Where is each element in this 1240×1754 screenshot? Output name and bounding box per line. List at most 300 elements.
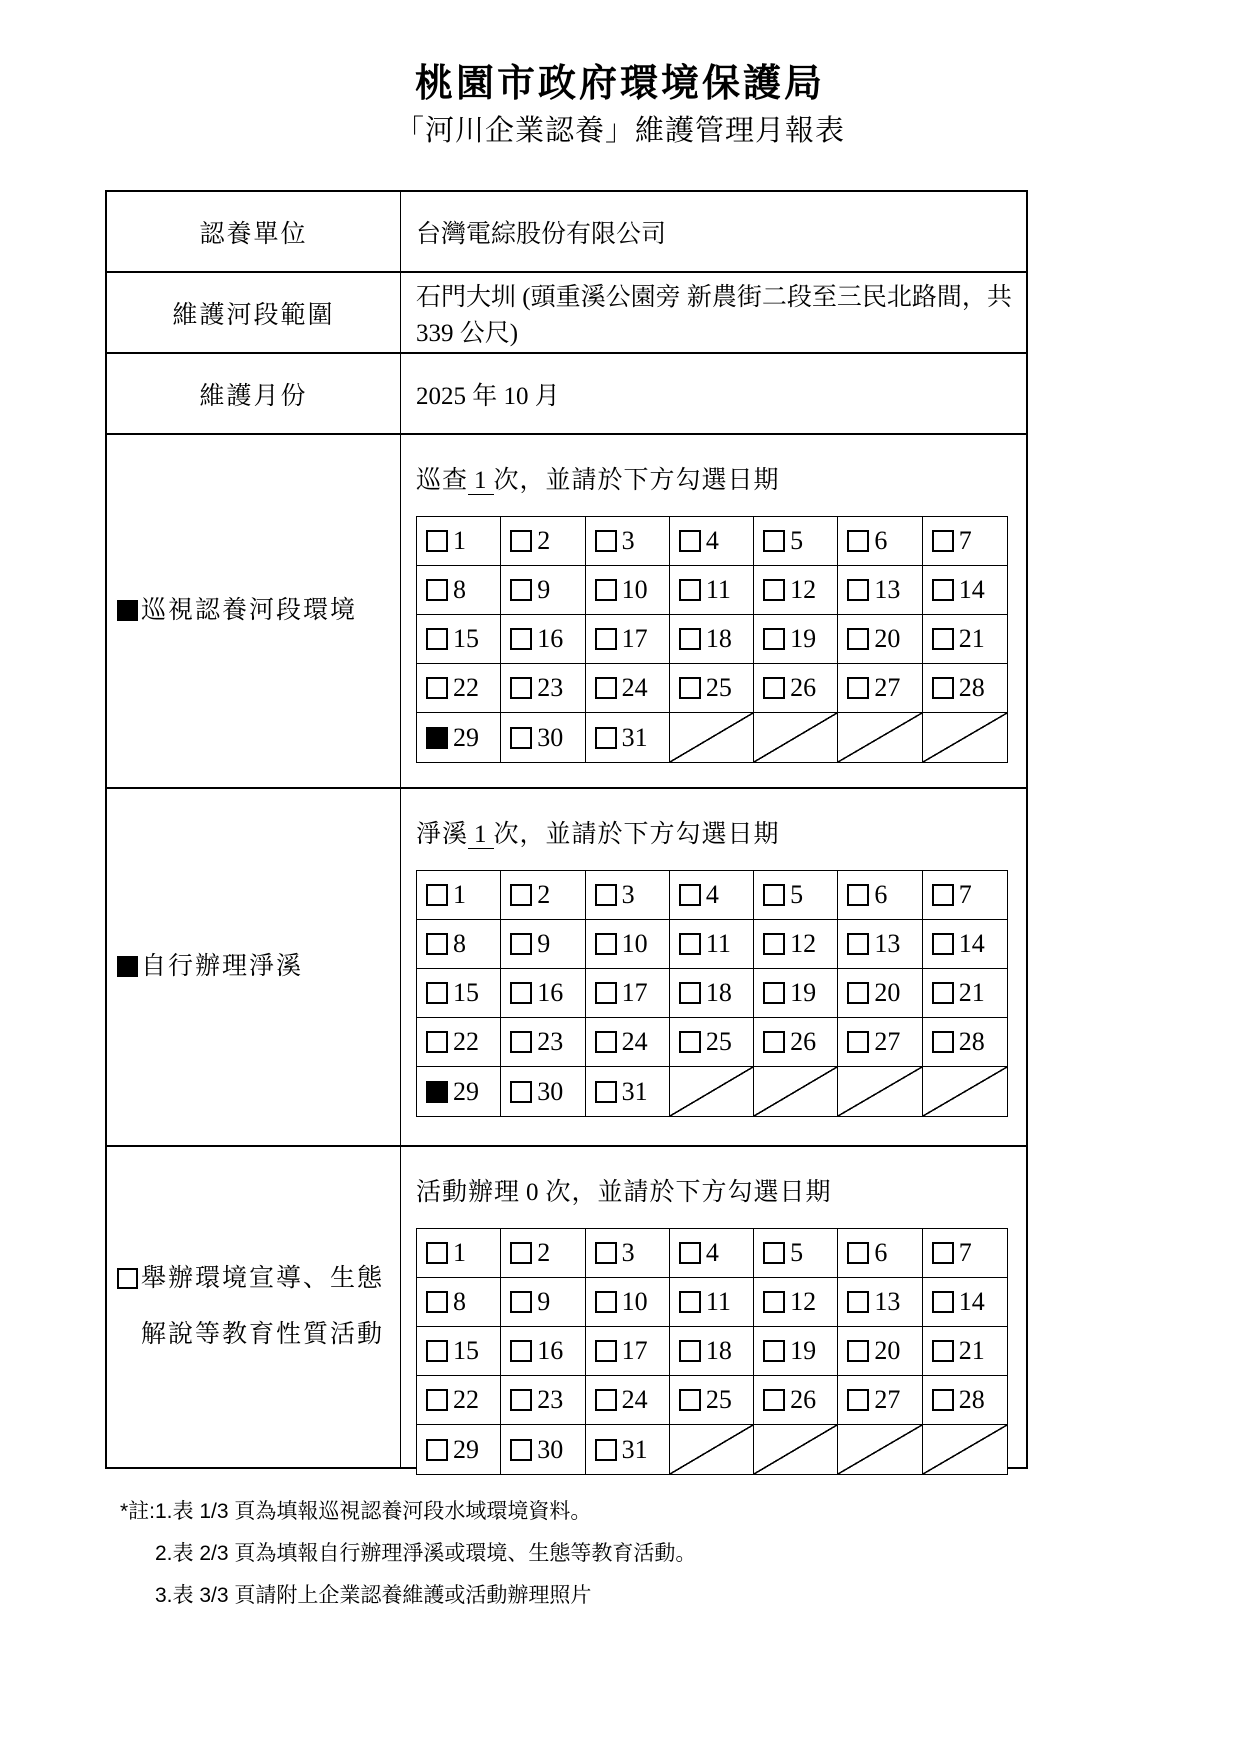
day-cell[interactable] — [586, 615, 670, 664]
day-cell[interactable] — [501, 871, 585, 920]
day-number: 22 — [453, 673, 479, 702]
day-number: 14 — [958, 1287, 985, 1316]
day-number: 24 — [621, 673, 648, 702]
day-cell[interactable] — [501, 1018, 585, 1067]
day-number: 30 — [537, 1076, 564, 1106]
day-cell[interactable] — [417, 871, 501, 920]
day-number: 9 — [537, 1287, 551, 1316]
day-checkbox-icon[interactable] — [763, 933, 785, 955]
day-checkbox-icon[interactable] — [679, 1340, 701, 1362]
day-checkbox-icon[interactable] — [595, 1439, 617, 1461]
patrol-section-label-cell — [107, 435, 401, 787]
day-number: 25 — [705, 1385, 732, 1414]
day-number: 7 — [958, 526, 972, 555]
day-number: 24 — [621, 1027, 648, 1056]
day-checkbox-icon[interactable] — [510, 677, 532, 699]
day-number: 10 — [621, 929, 648, 958]
day-checkbox-icon[interactable] — [847, 982, 869, 1004]
day-checkbox-icon[interactable] — [763, 628, 785, 650]
day-checkbox-icon[interactable] — [679, 1242, 701, 1264]
day-number: 3 — [621, 880, 635, 909]
slash-empty-cell — [838, 713, 922, 762]
day-checkbox-icon[interactable] — [595, 677, 617, 699]
day-cell[interactable] — [754, 1376, 838, 1425]
day-checkbox-icon[interactable] — [426, 1031, 448, 1053]
day-cell[interactable] — [417, 1376, 501, 1425]
day-checkbox-icon[interactable] — [847, 1031, 869, 1053]
slash-empty-cell — [670, 1425, 754, 1474]
day-number: 1 — [453, 1238, 466, 1267]
day-cell[interactable] — [501, 517, 585, 566]
day-checkbox-icon[interactable] — [763, 982, 785, 1004]
day-cell[interactable] — [754, 517, 838, 566]
day-number: 9 — [537, 929, 551, 958]
day-number: 26 — [790, 673, 817, 702]
day-cell[interactable] — [838, 1376, 922, 1425]
day-checkbox-icon[interactable] — [932, 677, 954, 699]
day-checkbox-icon[interactable] — [763, 1031, 785, 1053]
day-checkbox-icon[interactable] — [932, 530, 954, 552]
maintenance-month-value: 2025 年 10 月 — [416, 382, 560, 410]
day-number: 14 — [958, 575, 985, 604]
day-checkbox-icon[interactable] — [510, 1031, 532, 1053]
day-checkbox-icon[interactable] — [763, 579, 785, 601]
day-checkbox-icon[interactable] — [510, 933, 532, 955]
activity-header-prefix: 活動辦理 — [416, 1179, 521, 1206]
activity-day-calendar — [416, 1228, 1008, 1475]
day-checkbox-icon[interactable] — [679, 1291, 701, 1313]
day-number: 29 — [453, 1076, 479, 1106]
day-checkbox-icon[interactable] — [426, 579, 448, 601]
day-number: 23 — [537, 673, 564, 702]
activity-section-label — [117, 1251, 384, 1363]
day-checkbox-icon[interactable] — [763, 530, 785, 552]
day-checkbox-icon[interactable] — [426, 677, 448, 699]
river-section-range-row — [107, 273, 1026, 354]
day-checkbox-icon[interactable] — [932, 628, 954, 650]
day-cell[interactable] — [586, 1278, 670, 1327]
day-cell[interactable] — [417, 1327, 501, 1376]
day-checkbox-icon[interactable] — [847, 1242, 869, 1264]
day-number: 10 — [621, 575, 648, 604]
patrol-day-calendar — [416, 516, 1008, 763]
day-number: 22 — [453, 1027, 479, 1056]
day-cell[interactable] — [501, 1327, 585, 1376]
day-cell[interactable] — [754, 871, 838, 920]
day-checkbox-icon[interactable] — [932, 579, 954, 601]
day-checkbox-icon[interactable] — [932, 1031, 954, 1053]
day-cell[interactable] — [923, 1376, 1007, 1425]
day-checkbox-icon[interactable] — [679, 884, 701, 906]
day-checkbox-icon[interactable] — [679, 579, 701, 601]
day-cell[interactable] — [586, 871, 670, 920]
day-cell[interactable] — [417, 1018, 501, 1067]
day-checkbox-icon[interactable] — [595, 1340, 617, 1362]
day-checkbox-icon[interactable] — [679, 1389, 701, 1411]
day-cell[interactable] — [838, 1229, 922, 1278]
day-cell[interactable] — [586, 517, 670, 566]
day-number: 26 — [790, 1027, 817, 1056]
slash-empty-cell — [923, 713, 1007, 762]
day-cell[interactable] — [586, 969, 670, 1018]
day-number: 30 — [537, 722, 564, 752]
day-cell[interactable] — [501, 1229, 585, 1278]
day-cell[interactable] — [754, 920, 838, 969]
day-cell[interactable] — [417, 969, 501, 1018]
day-checkbox-icon[interactable] — [679, 1031, 701, 1053]
day-cell[interactable] — [754, 1327, 838, 1376]
day-cell[interactable] — [838, 566, 922, 615]
day-checkbox-icon[interactable] — [595, 727, 617, 749]
day-checkbox-icon[interactable] — [510, 530, 532, 552]
day-number: 6 — [874, 526, 888, 555]
day-cell[interactable] — [501, 566, 585, 615]
day-checkbox-icon[interactable] — [679, 628, 701, 650]
day-cell[interactable] — [586, 1229, 670, 1278]
day-number: 18 — [705, 978, 732, 1007]
day-checkbox-icon[interactable] — [510, 884, 532, 906]
day-cell[interactable] — [417, 1278, 501, 1327]
day-cell[interactable] — [501, 615, 585, 664]
day-checkbox-icon[interactable] — [510, 1242, 532, 1264]
day-checkbox-icon[interactable] — [847, 530, 869, 552]
day-checkbox-icon[interactable] — [595, 982, 617, 1004]
day-checkbox-icon[interactable] — [932, 1389, 954, 1411]
cleaning-header-suffix: 次，並請於下方勾選日期 — [493, 821, 780, 848]
day-cell[interactable] — [923, 1278, 1007, 1327]
day-number: 17 — [621, 624, 648, 653]
day-checkbox-icon[interactable] — [426, 933, 448, 955]
day-checkbox-icon[interactable] — [763, 1291, 785, 1313]
day-cell[interactable] — [670, 1018, 754, 1067]
day-checkbox-icon[interactable] — [510, 1389, 532, 1411]
day-cell[interactable] — [417, 1229, 501, 1278]
day-cell[interactable] — [923, 517, 1007, 566]
footnote-1: *註:1.表 1/3 頁為填報巡視認養河段水域環境資料。 — [120, 1500, 592, 1523]
cleaning-section-label — [117, 939, 303, 995]
day-number: 3 — [621, 526, 635, 555]
maintenance-month-label: 維護月份 — [107, 354, 401, 433]
day-cell[interactable] — [586, 920, 670, 969]
day-checkbox-icon[interactable] — [426, 1242, 448, 1264]
cleaning-header-prefix: 淨溪 — [416, 821, 469, 848]
day-number: 14 — [958, 929, 985, 958]
slash-empty-cell — [670, 1067, 754, 1116]
day-cell[interactable] — [670, 920, 754, 969]
day-cell[interactable] — [923, 1018, 1007, 1067]
day-checkbox-icon[interactable] — [595, 1291, 617, 1313]
day-number: 15 — [453, 1336, 479, 1365]
day-checkbox-icon[interactable] — [763, 884, 785, 906]
day-number: 11 — [705, 1287, 731, 1316]
day-number: 20 — [874, 1336, 901, 1365]
day-checkbox-icon[interactable] — [847, 1291, 869, 1313]
day-cell[interactable] — [501, 713, 585, 762]
unchecked-square-icon[interactable] — [117, 1268, 138, 1289]
slash-empty-cell — [838, 1425, 922, 1474]
day-cell[interactable] — [923, 1327, 1007, 1376]
day-number: 28 — [958, 673, 985, 702]
day-cell[interactable] — [670, 566, 754, 615]
day-checkbox-icon[interactable] — [510, 1081, 532, 1103]
day-cell[interactable] — [417, 713, 501, 762]
day-cell[interactable] — [923, 615, 1007, 664]
activity-section-label-text — [141, 1251, 384, 1363]
day-checkbox-icon[interactable] — [595, 628, 617, 650]
day-checkbox-icon[interactable] — [595, 1081, 617, 1103]
activity-label-line-2: 解說等教育性質活動 — [141, 1321, 385, 1348]
day-checkbox-icon[interactable] — [595, 579, 617, 601]
day-number: 24 — [621, 1385, 648, 1414]
day-checkbox-icon[interactable] — [679, 982, 701, 1004]
day-checkbox-icon[interactable] — [595, 1031, 617, 1053]
day-number: 28 — [958, 1027, 985, 1056]
day-checkbox-icon[interactable] — [510, 579, 532, 601]
day-number: 15 — [453, 978, 479, 1007]
day-number: 25 — [705, 673, 732, 702]
day-cell[interactable] — [417, 664, 501, 713]
day-cell[interactable] — [670, 664, 754, 713]
day-cell[interactable] — [838, 920, 922, 969]
day-cell[interactable] — [754, 969, 838, 1018]
day-cell[interactable] — [838, 1327, 922, 1376]
day-number: 8 — [453, 1287, 466, 1316]
day-checkbox-icon[interactable] — [932, 1291, 954, 1313]
patrol-section-label — [117, 583, 357, 639]
day-number: 5 — [790, 880, 804, 909]
day-number: 5 — [790, 526, 804, 555]
day-cell[interactable] — [754, 615, 838, 664]
day-cell[interactable] — [417, 566, 501, 615]
day-number: 19 — [790, 624, 817, 653]
day-number: 21 — [958, 624, 985, 653]
report-form-table — [105, 190, 1028, 1469]
day-number: 13 — [874, 929, 901, 958]
day-number: 12 — [790, 575, 817, 604]
activity-section-header — [416, 1172, 1026, 1208]
day-cell[interactable] — [754, 664, 838, 713]
cleaning-section-row — [107, 789, 1026, 1147]
day-number: 1 — [453, 880, 466, 909]
day-checkbox-checked-icon[interactable] — [426, 1081, 448, 1103]
day-cell[interactable] — [838, 664, 922, 713]
day-checkbox-icon[interactable] — [932, 933, 954, 955]
day-number: 13 — [874, 575, 901, 604]
day-cell[interactable] — [586, 1327, 670, 1376]
cleaning-section-header — [416, 814, 1026, 850]
patrol-section-label-text: 巡視認養河段環境 — [141, 597, 358, 624]
day-cell[interactable] — [838, 615, 922, 664]
day-cell[interactable] — [670, 969, 754, 1018]
day-checkbox-icon[interactable] — [847, 884, 869, 906]
activity-section-row — [107, 1147, 1026, 1467]
day-checkbox-icon[interactable] — [595, 933, 617, 955]
day-cell[interactable] — [923, 664, 1007, 713]
day-cell[interactable] — [923, 969, 1007, 1018]
day-checkbox-icon[interactable] — [932, 884, 954, 906]
maintenance-month-row — [107, 354, 1026, 435]
day-number: 19 — [790, 978, 817, 1007]
day-cell[interactable] — [501, 1376, 585, 1425]
day-checkbox-icon[interactable] — [763, 1242, 785, 1264]
day-checkbox-icon[interactable] — [847, 933, 869, 955]
day-checkbox-icon[interactable] — [847, 1389, 869, 1411]
day-cell[interactable] — [670, 1376, 754, 1425]
day-checkbox-icon[interactable] — [510, 1439, 532, 1461]
day-checkbox-icon[interactable] — [932, 1340, 954, 1362]
slash-empty-cell — [923, 1425, 1007, 1474]
day-checkbox-checked-icon[interactable] — [426, 727, 448, 749]
day-number: 20 — [874, 978, 901, 1007]
day-number: 4 — [705, 1238, 719, 1267]
day-checkbox-icon[interactable] — [932, 1242, 954, 1264]
day-number: 17 — [621, 1336, 648, 1365]
day-checkbox-icon[interactable] — [426, 982, 448, 1004]
day-number: 17 — [621, 978, 648, 1007]
river-section-range-value: 石門大圳 (頭重溪公園旁 新農街二段至三民北路間，共 339 公尺) — [416, 283, 1012, 347]
day-number: 25 — [705, 1027, 732, 1056]
day-number: 6 — [874, 1238, 888, 1267]
day-number: 7 — [958, 880, 972, 909]
day-cell[interactable] — [838, 871, 922, 920]
day-checkbox-icon[interactable] — [763, 677, 785, 699]
day-cell[interactable] — [501, 920, 585, 969]
day-checkbox-icon[interactable] — [932, 982, 954, 1004]
day-checkbox-icon[interactable] — [847, 677, 869, 699]
day-cell[interactable] — [838, 969, 922, 1018]
day-cell[interactable] — [670, 1278, 754, 1327]
day-checkbox-icon[interactable] — [426, 628, 448, 650]
day-checkbox-icon[interactable] — [510, 727, 532, 749]
activity-section-label-cell — [107, 1147, 401, 1467]
day-checkbox-icon[interactable] — [679, 677, 701, 699]
day-checkbox-icon[interactable] — [426, 1291, 448, 1313]
day-number: 29 — [453, 722, 479, 752]
day-cell[interactable] — [586, 664, 670, 713]
day-cell[interactable] — [417, 1425, 501, 1474]
day-checkbox-icon[interactable] — [510, 982, 532, 1004]
day-number: 1 — [453, 526, 466, 555]
day-cell[interactable] — [586, 1018, 670, 1067]
day-number: 11 — [705, 929, 731, 958]
footnotes — [120, 1500, 696, 1626]
day-number: 27 — [874, 673, 901, 702]
day-cell[interactable] — [670, 517, 754, 566]
day-cell[interactable] — [838, 1278, 922, 1327]
day-checkbox-icon[interactable] — [510, 1291, 532, 1313]
day-checkbox-icon[interactable] — [763, 1340, 785, 1362]
day-checkbox-icon[interactable] — [510, 1340, 532, 1362]
day-number: 21 — [958, 1336, 985, 1365]
day-checkbox-icon[interactable] — [510, 628, 532, 650]
day-number: 23 — [537, 1027, 564, 1056]
day-checkbox-icon[interactable] — [595, 1389, 617, 1411]
day-cell[interactable] — [754, 1229, 838, 1278]
cleaning-section-label-cell — [107, 789, 401, 1145]
patrol-header-prefix: 巡查 — [416, 467, 469, 494]
day-cell[interactable] — [754, 1018, 838, 1067]
day-checkbox-icon[interactable] — [679, 530, 701, 552]
slash-empty-cell — [670, 713, 754, 762]
day-checkbox-icon[interactable] — [426, 530, 448, 552]
day-cell[interactable] — [501, 1425, 585, 1474]
day-cell[interactable] — [754, 566, 838, 615]
day-number: 13 — [874, 1287, 901, 1316]
slash-empty-cell — [923, 1067, 1007, 1116]
day-number: 18 — [705, 1336, 732, 1365]
day-number: 31 — [621, 1076, 648, 1106]
page-subtitle: 「河川企業認養」維護管理月報表 — [394, 115, 845, 147]
day-cell[interactable] — [838, 517, 922, 566]
day-cell[interactable] — [670, 871, 754, 920]
day-cell[interactable] — [670, 1229, 754, 1278]
day-number: 27 — [874, 1385, 901, 1414]
page-title: 桃園市政府環境保護局 — [414, 63, 825, 105]
day-cell[interactable] — [923, 920, 1007, 969]
day-checkbox-icon[interactable] — [679, 933, 701, 955]
cleaning-section-content — [401, 789, 1026, 1145]
day-cell[interactable] — [417, 920, 501, 969]
day-cell[interactable] — [501, 1278, 585, 1327]
day-checkbox-icon[interactable] — [426, 1439, 448, 1461]
day-cell[interactable] — [417, 1067, 501, 1116]
day-cell[interactable] — [586, 1067, 670, 1116]
day-checkbox-icon[interactable] — [595, 1242, 617, 1264]
day-cell[interactable] — [923, 871, 1007, 920]
day-cell[interactable] — [501, 664, 585, 713]
footnote-2: 2.表 2/3 頁為填報自行辦理淨溪或環境、生態等教育活動。 — [155, 1542, 697, 1565]
day-cell[interactable] — [417, 615, 501, 664]
day-checkbox-icon[interactable] — [426, 884, 448, 906]
day-number: 10 — [621, 1287, 648, 1316]
day-cell[interactable] — [417, 517, 501, 566]
day-cell[interactable] — [838, 1018, 922, 1067]
day-checkbox-icon[interactable] — [847, 579, 869, 601]
day-cell[interactable] — [670, 1327, 754, 1376]
river-section-range-label: 維護河段範圍 — [107, 273, 401, 352]
patrol-header-suffix: 次，並請於下方勾選日期 — [493, 467, 780, 494]
day-cell[interactable] — [923, 1229, 1007, 1278]
day-cell[interactable] — [586, 1425, 670, 1474]
day-checkbox-icon[interactable] — [426, 1389, 448, 1411]
day-cell[interactable] — [586, 713, 670, 762]
day-cell[interactable] — [670, 615, 754, 664]
day-number: 29 — [453, 1434, 479, 1464]
day-checkbox-icon[interactable] — [426, 1340, 448, 1362]
day-number: 8 — [453, 575, 466, 604]
day-cell[interactable] — [501, 969, 585, 1018]
day-cell[interactable] — [754, 1278, 838, 1327]
checked-square-icon[interactable] — [117, 600, 138, 621]
day-number: 28 — [958, 1385, 985, 1414]
day-cell[interactable] — [923, 566, 1007, 615]
day-checkbox-icon[interactable] — [847, 628, 869, 650]
cleaning-day-calendar — [416, 870, 1008, 1117]
day-cell[interactable] — [586, 566, 670, 615]
day-number: 2 — [537, 880, 551, 909]
day-checkbox-icon[interactable] — [595, 884, 617, 906]
checked-square-icon[interactable] — [117, 956, 138, 977]
day-number: 11 — [705, 575, 731, 604]
day-number: 4 — [705, 880, 719, 909]
day-checkbox-icon[interactable] — [763, 1389, 785, 1411]
day-cell[interactable] — [586, 1376, 670, 1425]
day-number: 27 — [874, 1027, 901, 1056]
day-number: 7 — [958, 1238, 972, 1267]
day-checkbox-icon[interactable] — [595, 530, 617, 552]
day-checkbox-icon[interactable] — [847, 1340, 869, 1362]
day-cell[interactable] — [501, 1067, 585, 1116]
